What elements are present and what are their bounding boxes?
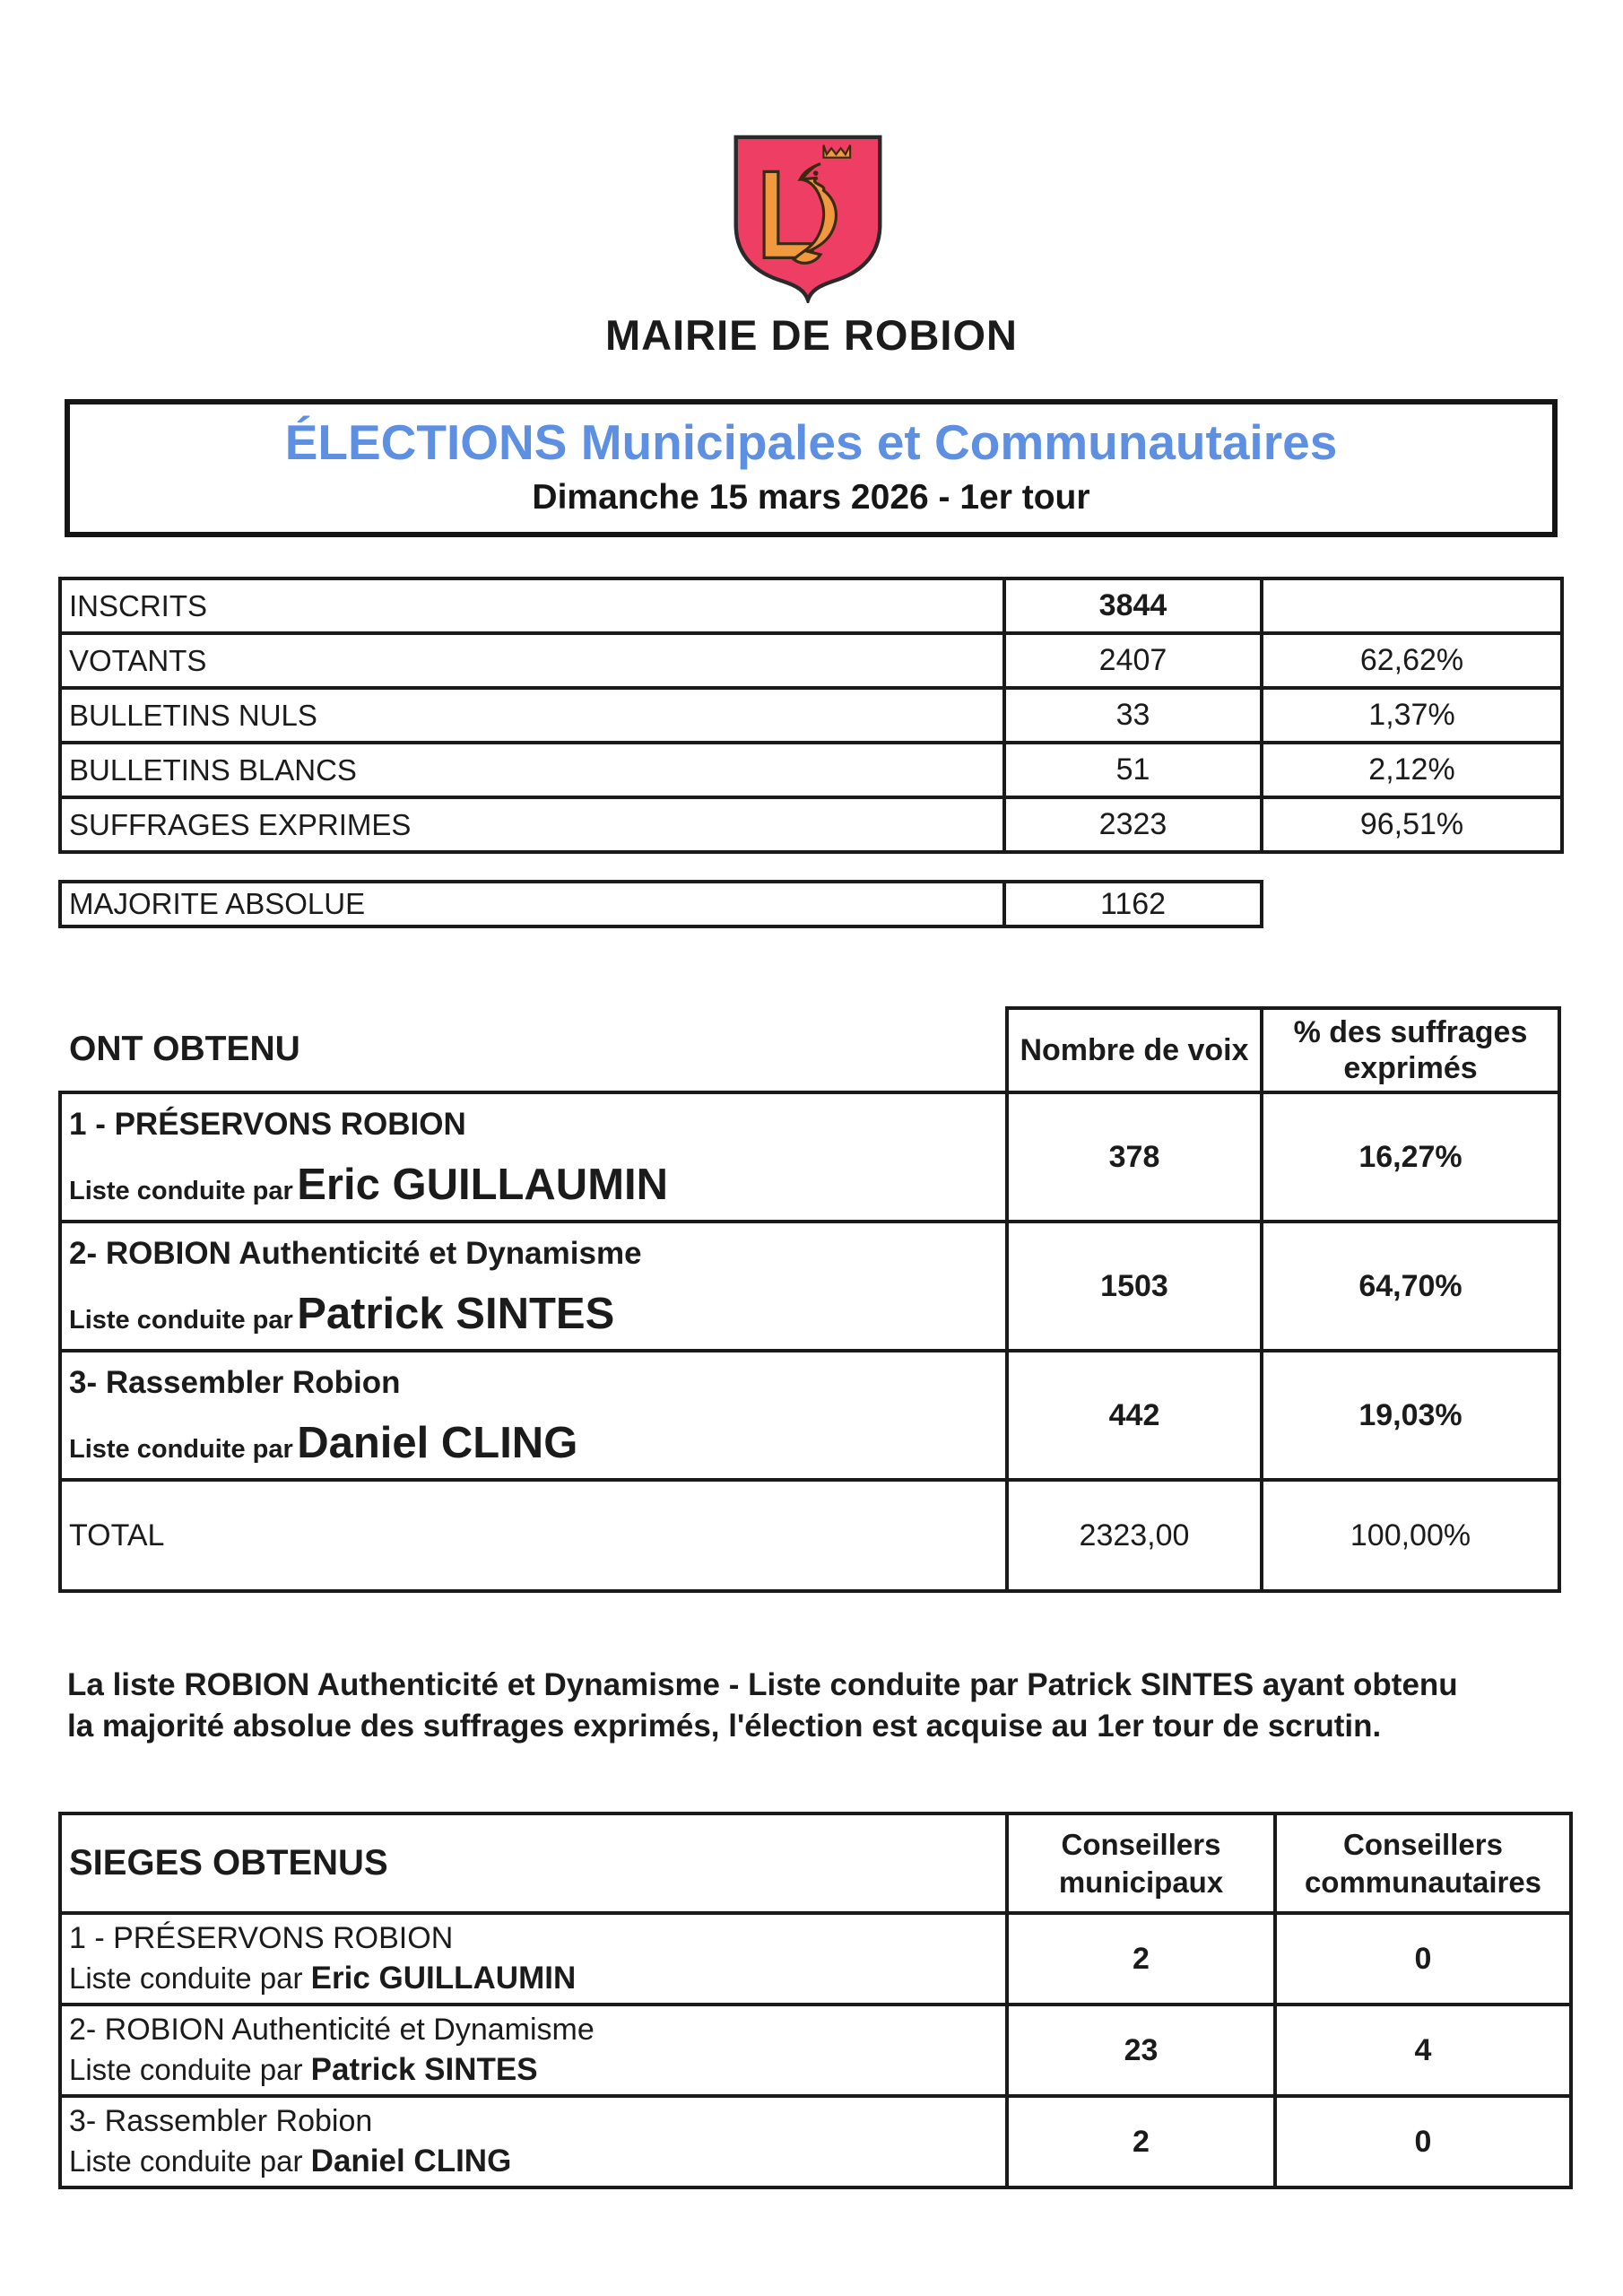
total-pct: 100,00%: [1262, 1480, 1559, 1591]
list-pct: 19,03%: [1262, 1351, 1559, 1480]
list-pct: 64,70%: [1262, 1222, 1559, 1351]
table-row: [60, 688, 1562, 743]
list-votes: 442: [1007, 1351, 1262, 1480]
list-name: 3- Rassembler Robion: [69, 1365, 401, 1400]
stat-value: 33: [1004, 688, 1262, 743]
results-table: [58, 1006, 1561, 1593]
seats-header-label: SIEGES OBTENUS: [60, 1813, 1007, 1913]
seats-header-row: [60, 1813, 1571, 1913]
table-row: [60, 2096, 1571, 2187]
list-votes: 1503: [1007, 1222, 1262, 1351]
crest-shield: [736, 137, 881, 300]
list-cell: [60, 2005, 1007, 2096]
leader-name: Patrick SINTES: [310, 2052, 538, 2087]
community-header-line2: communautaires: [1304, 1865, 1542, 1899]
list-name: 3- Rassembler Robion: [69, 2104, 373, 2138]
list-cell: [60, 2096, 1007, 2187]
list-leader-line: [69, 2141, 998, 2182]
stat-label: BULLETINS BLANCS: [60, 743, 1004, 797]
total-label: TOTAL: [60, 1480, 1007, 1591]
table-row: [60, 2005, 1571, 2096]
seats-table: [58, 1812, 1573, 2189]
list-pct: 16,27%: [1262, 1092, 1559, 1222]
majority-value: 1162: [1004, 882, 1262, 926]
election-header-box: [65, 399, 1558, 537]
municipal-column-header: [1007, 1813, 1275, 1913]
leader-prefix: Liste conduite par: [69, 2144, 311, 2178]
leader-prefix: Liste conduite par: [69, 2053, 311, 2086]
list-name: 2- ROBION Authenticité et Dynamisme: [69, 1236, 642, 1271]
stat-value: 2407: [1004, 633, 1262, 688]
stat-pct-empty: [1262, 578, 1562, 633]
table-row: [60, 743, 1562, 797]
municipal-header-line2: municipaux: [1058, 1865, 1224, 1899]
results-header-label: ONT OBTENU: [69, 1030, 300, 1068]
list-name: 2- ROBION Authenticité et Dynamisme: [69, 2013, 595, 2047]
stat-pct: 1,37%: [1262, 688, 1562, 743]
result-note: [67, 1665, 1547, 1747]
total-votes: 2323,00: [1007, 1480, 1262, 1591]
community-seats: 0: [1275, 1913, 1571, 2005]
stat-value: 2323: [1004, 797, 1262, 852]
leader-name: Eric GUILLAUMIN: [297, 1161, 669, 1209]
list-votes: 378: [1007, 1092, 1262, 1222]
stat-pct: 96,51%: [1262, 797, 1562, 852]
table-row: [60, 633, 1562, 688]
list-cell: [60, 1351, 1007, 1480]
robion-crest-icon: [729, 131, 887, 303]
municipal-seats: 2: [1007, 2096, 1275, 2187]
stat-label: INSCRITS: [60, 578, 1004, 633]
list-cell: [60, 1913, 1007, 2005]
table-row: [60, 882, 1262, 926]
result-note-line1: La liste ROBION Authenticité et Dynamisme - Liste conduite par Patrick SINTES ayant obtenu: [67, 1667, 1458, 1702]
table-row: [60, 797, 1562, 852]
leader-prefix: Liste conduite par: [69, 1961, 311, 1995]
election-date-subtitle: Dimanche 15 mars 2026 - 1er tour: [532, 478, 1090, 517]
municipal-header-line1: Conseillers: [1061, 1827, 1221, 1861]
results-header-row: [60, 1008, 1559, 1092]
majority-label: MAJORITE ABSOLUE: [60, 882, 1004, 926]
stat-label: SUFFRAGES EXPRIMES: [60, 797, 1004, 852]
stat-value: 3844: [1004, 578, 1262, 633]
list-cell: [60, 1092, 1007, 1222]
stat-pct: 62,62%: [1262, 633, 1562, 688]
list-leader-line: [69, 1289, 998, 1339]
result-note-line2: la majorité absolue des suffrages exprimés, l'élection est acquise au 1er tour de scrutin.: [67, 1709, 1382, 1744]
absolute-majority-table: [58, 880, 1263, 928]
list-name: 1 - PRÉSERVONS ROBION: [69, 1107, 466, 1142]
stat-value: 51: [1004, 743, 1262, 797]
community-header-line1: Conseillers: [1343, 1827, 1503, 1861]
list-name: 1 - PRÉSERVONS ROBION: [69, 1921, 454, 1955]
leader-prefix: Liste conduite par: [69, 1306, 293, 1335]
table-row: [60, 1092, 1559, 1222]
list-leader-line: [69, 2049, 998, 2091]
table-row: [60, 1222, 1559, 1351]
stat-pct: 2,12%: [1262, 743, 1562, 797]
leader-name: Eric GUILLAUMIN: [310, 1961, 577, 1996]
stat-label: BULLETINS NULS: [60, 688, 1004, 743]
results-total-row: [60, 1480, 1559, 1591]
leader-prefix: Liste conduite par: [69, 1435, 293, 1464]
municipal-seats: 23: [1007, 2005, 1275, 2096]
municipal-seats: 2: [1007, 1913, 1275, 2005]
list-leader-line: [69, 1958, 998, 1999]
list-leader-line: [69, 1418, 998, 1468]
crest-dolphin-eye: [813, 170, 819, 176]
list-cell: [60, 1222, 1007, 1351]
page-title: MAIRIE DE ROBION: [605, 311, 1018, 359]
list-leader-line: [69, 1160, 998, 1210]
election-title: ÉLECTIONS Municipales et Communautaires: [284, 414, 1338, 470]
participation-table: [58, 577, 1564, 854]
pct-header-line1: % des suffrages: [1293, 1015, 1528, 1049]
pct-header-line2: exprimés: [1343, 1051, 1478, 1085]
table-row: [60, 1913, 1571, 2005]
leader-prefix: Liste conduite par: [69, 1177, 293, 1205]
leader-name: Daniel CLING: [297, 1419, 578, 1467]
community-column-header: [1275, 1813, 1571, 1913]
community-seats: 4: [1275, 2005, 1571, 2096]
leader-name: Daniel CLING: [310, 2144, 512, 2179]
table-row: [60, 578, 1562, 633]
stat-label: VOTANTS: [60, 633, 1004, 688]
pct-column-header: [1262, 1008, 1559, 1092]
votes-column-header: Nombre de voix: [1007, 1008, 1262, 1092]
table-row: [60, 1351, 1559, 1480]
leader-name: Patrick SINTES: [297, 1290, 615, 1338]
community-seats: 0: [1275, 2096, 1571, 2187]
